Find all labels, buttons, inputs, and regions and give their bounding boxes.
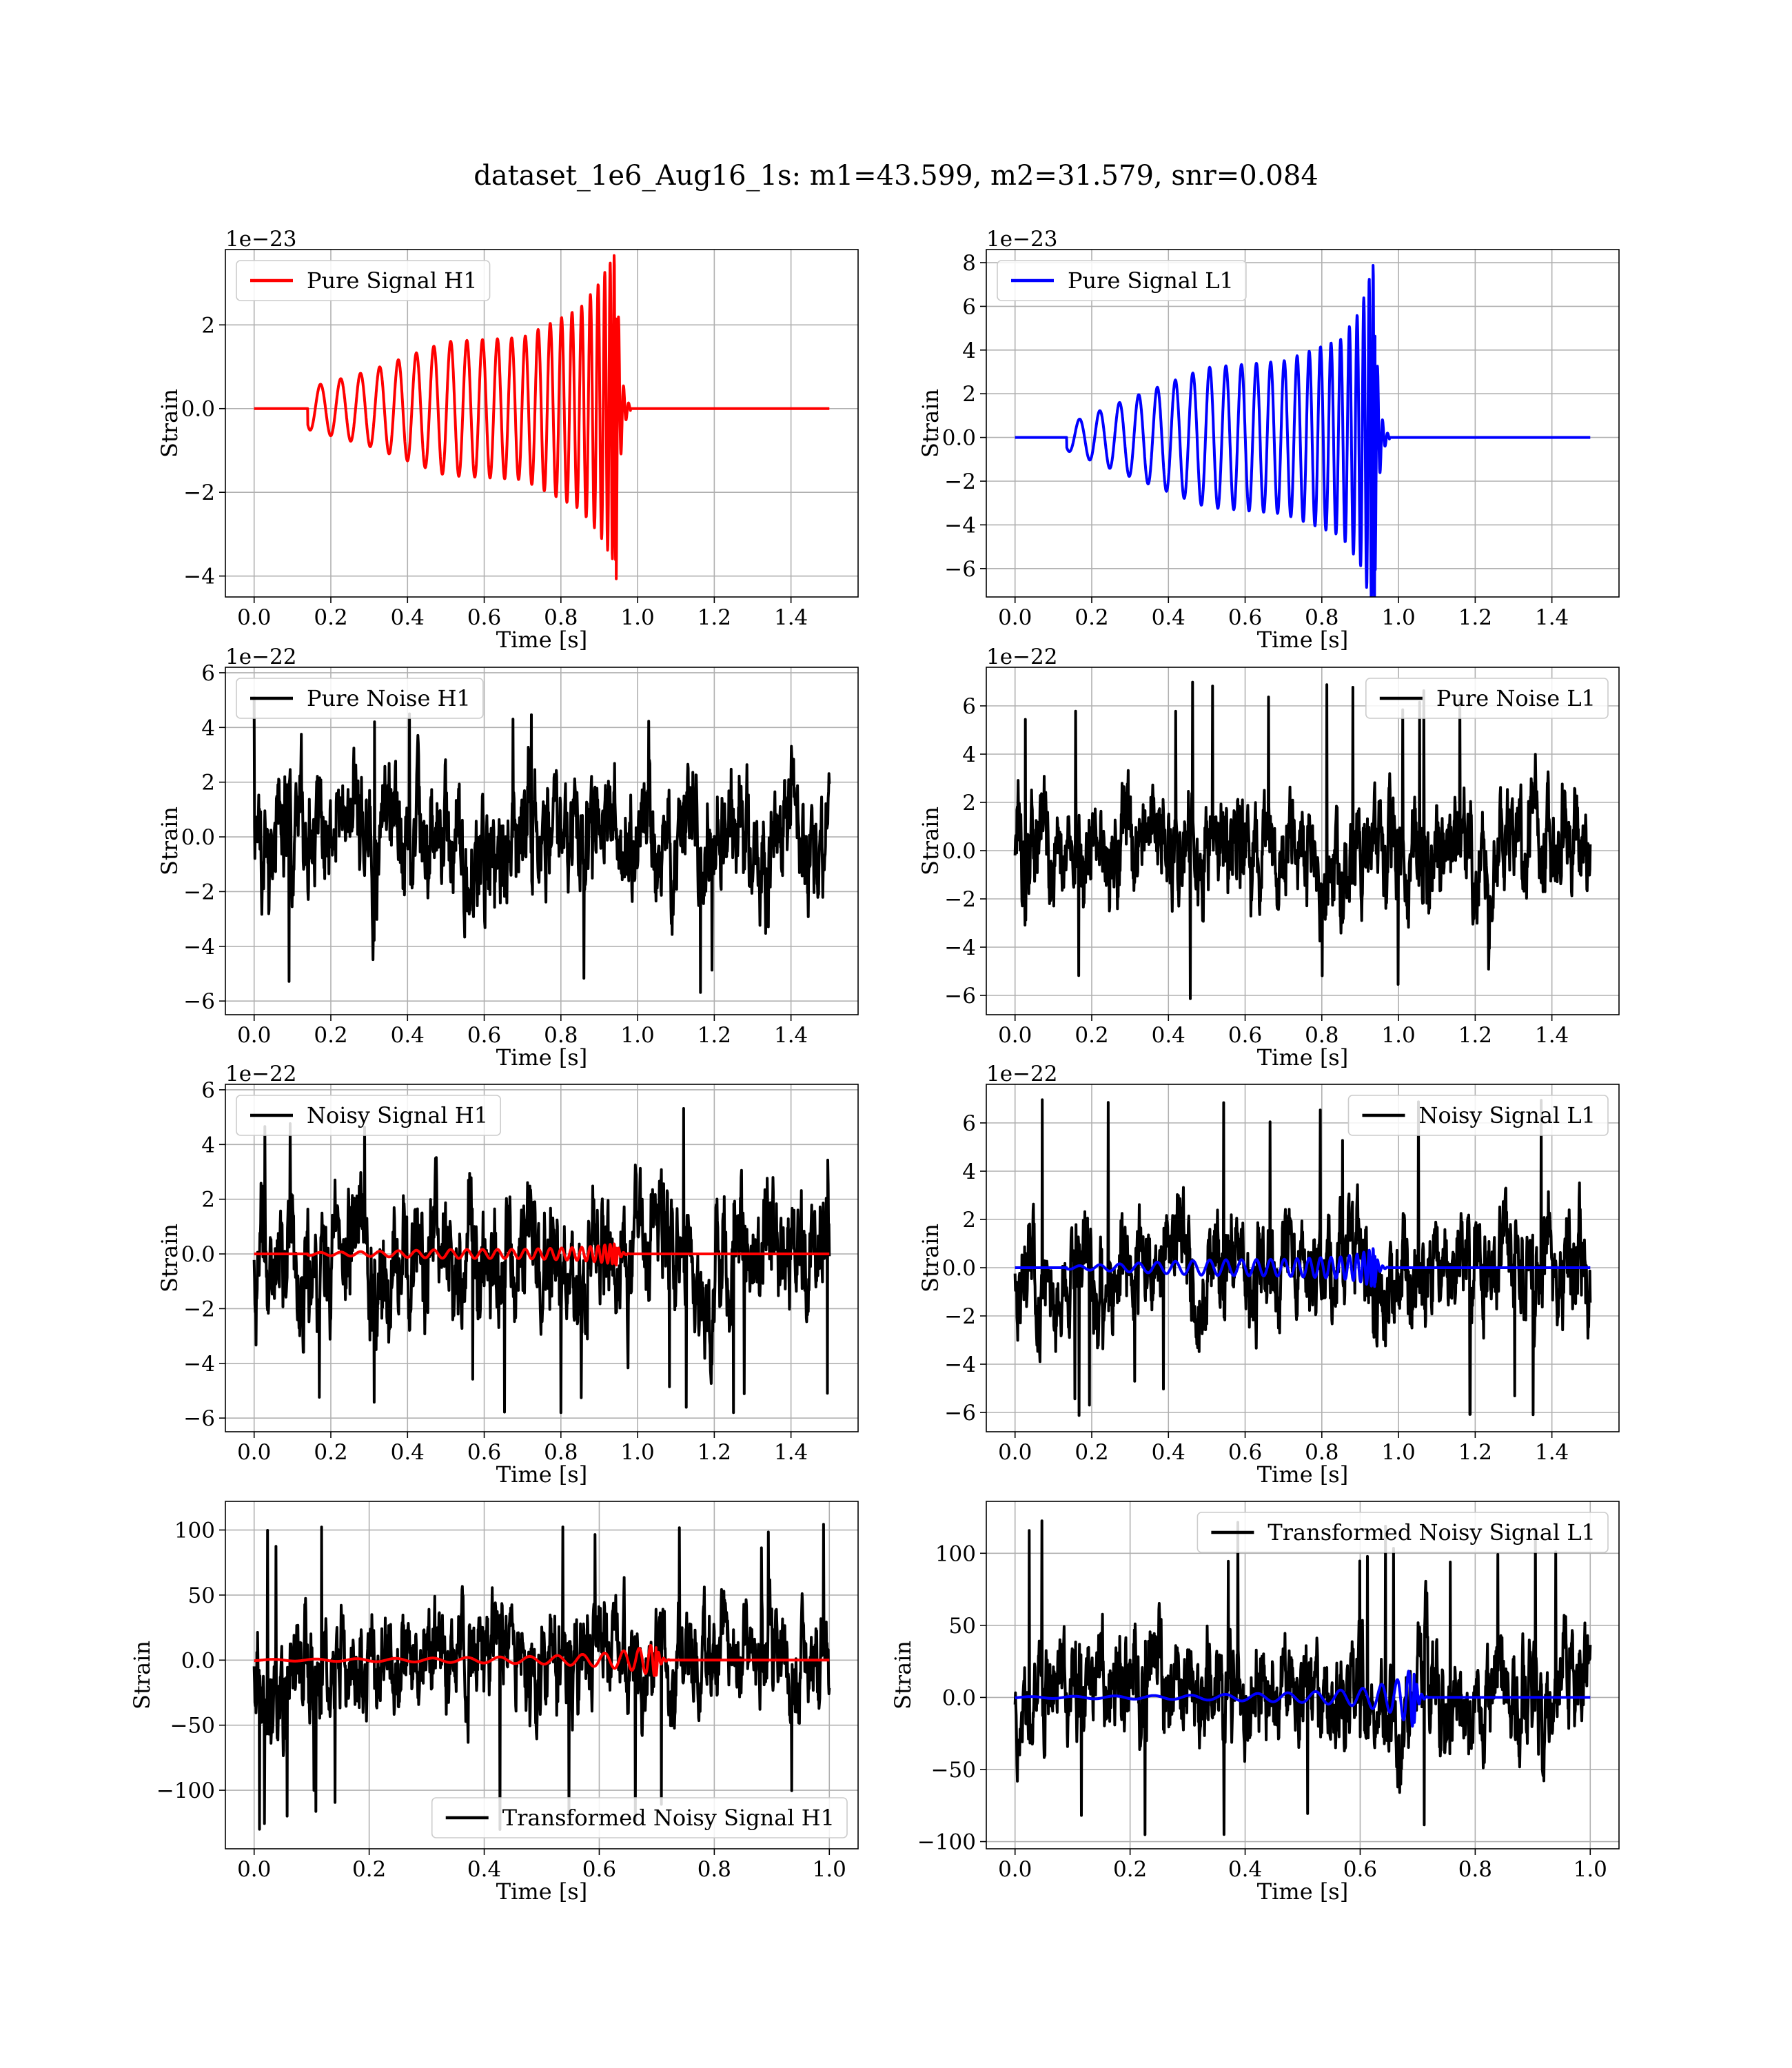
x-tick-label: 1.2 xyxy=(697,1440,732,1465)
x-tick-label: 0.6 xyxy=(1343,1857,1378,1882)
y-tick-label: −4 xyxy=(944,513,976,538)
y-offset-label: 1e−22 xyxy=(986,1062,1058,1086)
x-tick-label: 0.0 xyxy=(237,1440,272,1465)
y-tick-label: 0.0 xyxy=(941,1256,976,1281)
legend xyxy=(236,1095,500,1135)
x-tick-label: 1.2 xyxy=(697,605,732,630)
x-tick-label: 1.0 xyxy=(812,1857,846,1882)
y-tick-label: −4 xyxy=(183,564,215,589)
x-axis-label: Time [s] xyxy=(1256,1878,1349,1905)
x-tick-label: 0.0 xyxy=(237,1857,272,1882)
y-tick-label: −2 xyxy=(183,1297,215,1322)
y-offset-label: 1e−22 xyxy=(225,645,297,669)
x-tick-label: 0.8 xyxy=(697,1857,732,1882)
legend-label: Transformed Noisy Signal L1 xyxy=(1267,1519,1596,1545)
legend xyxy=(1348,1095,1608,1135)
x-tick-label: 1.0 xyxy=(620,1023,655,1048)
y-tick-label: 0.0 xyxy=(941,1685,976,1711)
y-tick-label: −2 xyxy=(944,1304,976,1329)
x-tick-label: 0.4 xyxy=(390,1440,425,1465)
x-tick-label: 1.4 xyxy=(1534,605,1569,630)
y-tick-label: 2 xyxy=(962,791,976,815)
x-tick-label: 1.0 xyxy=(1381,1440,1416,1465)
y-tick-label: 0.0 xyxy=(181,1648,215,1674)
x-tick-label: 0.0 xyxy=(998,1440,1032,1465)
x-tick-label: 0.2 xyxy=(1075,605,1109,630)
x-tick-label: 0.0 xyxy=(998,1857,1032,1882)
x-tick-label: 0.6 xyxy=(1228,605,1263,630)
figure-title: dataset_1e6_Aug16_1s: m1=43.599, m2=31.579, snr=0.084 xyxy=(474,160,1318,192)
x-tick-label: 1.0 xyxy=(620,1440,655,1465)
x-tick-label: 0.8 xyxy=(544,1440,578,1465)
x-tick-label: 0.4 xyxy=(1151,1023,1185,1048)
x-tick-label: 0.2 xyxy=(1075,1023,1109,1048)
x-tick-label: 1.0 xyxy=(620,605,655,630)
y-offset-label: 1e−23 xyxy=(225,227,297,252)
y-tick-label: 0.0 xyxy=(181,396,215,422)
x-tick-label: 1.4 xyxy=(773,605,808,630)
x-axis-label: Time [s] xyxy=(496,1044,588,1071)
legend-label: Noisy Signal H1 xyxy=(307,1102,489,1128)
x-tick-label: 0.2 xyxy=(314,1440,348,1465)
x-tick-label: 1.4 xyxy=(1534,1023,1569,1048)
x-tick-label: 0.2 xyxy=(314,605,348,630)
y-tick-label: 0.0 xyxy=(941,425,976,451)
y-axis-label: Strain xyxy=(917,389,944,458)
x-tick-label: 0.8 xyxy=(544,1023,578,1048)
x-tick-label: 0.0 xyxy=(237,605,272,630)
y-tick-label: 4 xyxy=(962,1159,976,1184)
y-axis-label: Strain xyxy=(156,807,183,875)
y-tick-label: 4 xyxy=(962,742,976,767)
legend xyxy=(236,261,490,301)
y-tick-label: 4 xyxy=(962,338,976,363)
x-tick-label: 0.4 xyxy=(1228,1857,1263,1882)
x-tick-label: 0.6 xyxy=(467,605,502,630)
x-tick-label: 0.0 xyxy=(998,605,1032,630)
y-tick-label: −2 xyxy=(183,880,215,905)
y-tick-label: −2 xyxy=(183,480,215,506)
x-axis-label: Time [s] xyxy=(496,1461,588,1488)
x-tick-label: 1.0 xyxy=(1573,1857,1607,1882)
y-tick-label: 2 xyxy=(201,1187,215,1213)
y-axis-label: Strain xyxy=(890,1641,916,1710)
x-tick-label: 0.2 xyxy=(314,1023,348,1048)
y-axis-label: Strain xyxy=(917,1224,944,1292)
y-tick-label: 4 xyxy=(201,1133,215,1158)
x-tick-label: 1.0 xyxy=(1381,1023,1416,1048)
x-tick-label: 1.4 xyxy=(1534,1440,1569,1465)
x-tick-label: 0.6 xyxy=(1228,1440,1263,1465)
y-tick-label: −2 xyxy=(944,469,976,494)
y-axis-label: Strain xyxy=(917,807,944,875)
legend-label: Transformed Noisy Signal H1 xyxy=(502,1805,835,1831)
x-tick-label: 0.4 xyxy=(1151,605,1185,630)
y-tick-label: −2 xyxy=(944,887,976,912)
y-axis-label: Strain xyxy=(129,1641,155,1710)
x-axis-label: Time [s] xyxy=(496,1878,588,1905)
x-tick-label: 0.4 xyxy=(467,1857,502,1882)
legend xyxy=(432,1798,847,1838)
x-tick-label: 0.8 xyxy=(1305,1023,1339,1048)
y-tick-label: −6 xyxy=(944,1401,976,1426)
y-tick-label: −6 xyxy=(183,989,215,1015)
y-tick-label: −6 xyxy=(183,1406,215,1432)
y-tick-label: 6 xyxy=(201,660,215,686)
x-tick-label: 1.2 xyxy=(697,1023,732,1048)
legend xyxy=(997,261,1246,301)
y-tick-label: −4 xyxy=(183,1351,215,1377)
x-tick-label: 0.2 xyxy=(1075,1440,1109,1465)
y-tick-label: −50 xyxy=(170,1713,215,1738)
legend-label: Pure Noise H1 xyxy=(307,685,471,711)
y-tick-label: 100 xyxy=(174,1518,215,1543)
x-tick-label: 1.0 xyxy=(1381,605,1416,630)
y-tick-label: −100 xyxy=(917,1829,976,1855)
x-axis-label: Time [s] xyxy=(1256,1044,1349,1071)
y-tick-label: 8 xyxy=(962,251,976,276)
x-tick-label: 0.2 xyxy=(352,1857,387,1882)
legend-label: Pure Signal H1 xyxy=(307,267,478,294)
y-axis-label: Strain xyxy=(156,389,183,458)
y-tick-label: 0.0 xyxy=(941,839,976,864)
y-offset-label: 1e−23 xyxy=(986,227,1058,252)
y-tick-label: −4 xyxy=(183,934,215,960)
x-tick-label: 1.2 xyxy=(1458,605,1493,630)
y-tick-label: 50 xyxy=(948,1613,976,1639)
x-tick-label: 0.8 xyxy=(1305,1440,1339,1465)
y-offset-label: 1e−22 xyxy=(986,645,1058,669)
x-tick-label: 0.6 xyxy=(467,1440,502,1465)
y-tick-label: 100 xyxy=(935,1541,976,1567)
x-tick-label: 1.4 xyxy=(773,1023,808,1048)
y-tick-label: 2 xyxy=(962,382,976,407)
legend xyxy=(236,678,483,718)
x-tick-label: 0.4 xyxy=(1151,1440,1185,1465)
y-tick-label: −100 xyxy=(156,1778,215,1804)
y-tick-label: 50 xyxy=(187,1583,215,1608)
y-axis-label: Strain xyxy=(156,1224,183,1292)
x-tick-label: 0.6 xyxy=(467,1023,502,1048)
y-tick-label: 2 xyxy=(201,770,215,795)
y-tick-label: −50 xyxy=(930,1757,976,1783)
y-tick-label: 6 xyxy=(962,294,976,320)
x-tick-label: 1.2 xyxy=(1458,1023,1493,1048)
legend-label: Pure Noise L1 xyxy=(1436,685,1596,711)
y-tick-label: 2 xyxy=(962,1208,976,1233)
y-tick-label: −4 xyxy=(944,935,976,960)
x-tick-label: 1.4 xyxy=(773,1440,808,1465)
x-axis-label: Time [s] xyxy=(496,627,588,653)
y-tick-label: 0.0 xyxy=(181,825,215,851)
legend-label: Noisy Signal L1 xyxy=(1418,1102,1596,1128)
x-tick-label: 0.0 xyxy=(998,1023,1032,1048)
x-axis-label: Time [s] xyxy=(1256,627,1349,653)
x-tick-label: 0.8 xyxy=(1305,605,1339,630)
y-tick-label: 2 xyxy=(201,313,215,338)
legend xyxy=(1197,1512,1608,1552)
y-tick-label: 4 xyxy=(201,716,215,741)
x-tick-label: 0.6 xyxy=(1228,1023,1263,1048)
y-offset-label: 1e−22 xyxy=(225,1062,297,1086)
x-tick-label: 0.4 xyxy=(390,1023,425,1048)
legend-label: Pure Signal L1 xyxy=(1068,267,1234,294)
y-tick-label: 6 xyxy=(201,1077,215,1103)
y-tick-label: 6 xyxy=(962,1111,976,1136)
x-tick-label: 0.8 xyxy=(544,605,578,630)
x-tick-label: 0.6 xyxy=(582,1857,617,1882)
x-axis-label: Time [s] xyxy=(1256,1461,1349,1488)
x-tick-label: 0.0 xyxy=(237,1023,272,1048)
x-tick-label: 0.8 xyxy=(1458,1857,1493,1882)
y-tick-label: −6 xyxy=(944,556,976,582)
y-tick-label: 0.0 xyxy=(181,1242,215,1268)
x-tick-label: 0.4 xyxy=(390,605,425,630)
y-tick-label: −4 xyxy=(944,1352,976,1377)
x-tick-label: 0.2 xyxy=(1112,1857,1148,1882)
legend xyxy=(1366,678,1608,718)
x-tick-label: 1.2 xyxy=(1458,1440,1493,1465)
y-tick-label: −6 xyxy=(944,984,976,1008)
y-tick-label: 6 xyxy=(962,694,976,719)
